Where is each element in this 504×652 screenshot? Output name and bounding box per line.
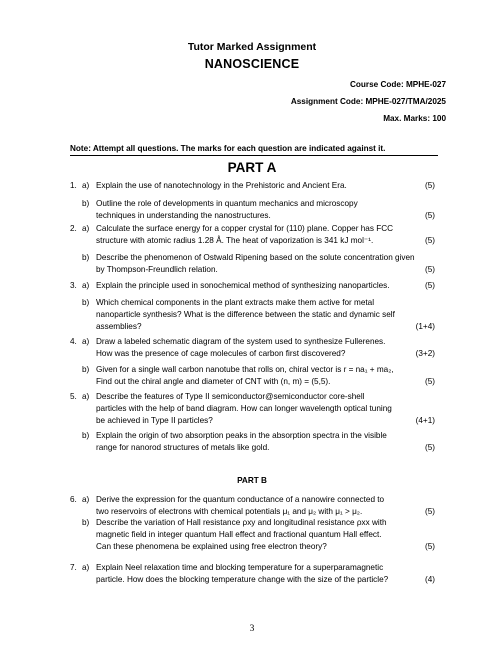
subquestion-label: a) <box>82 563 90 572</box>
subquestion-label: a) <box>82 181 90 190</box>
subquestion-label: a) <box>82 337 90 346</box>
max-marks: Max. Marks: 100 <box>383 114 446 123</box>
question-line: Which chemical components in the plant extracts make them active for metal <box>96 298 375 307</box>
question-line: Draw a labeled schematic diagram of the system used to synthesize Fullerenes. <box>96 337 386 346</box>
question-line: Explain the origin of two absorption peaks in the absorption spectra in the visible <box>96 431 387 440</box>
question-line: by Thompson-Freundlich relation. <box>96 265 218 274</box>
question-number: 6. <box>70 495 77 504</box>
subquestion-label: a) <box>82 281 90 290</box>
question-text <box>96 494 416 518</box>
assignment-code: Assignment Code: MPHE-027/TMA/2025 <box>290 97 446 106</box>
question-number: 4. <box>70 337 77 346</box>
subquestion-label: a) <box>82 224 90 233</box>
question-line: Explain the use of nanotechnology in the Prehistoric and Ancient Era. <box>96 181 347 190</box>
question-text <box>96 430 416 454</box>
question-marks: (4+1) <box>415 416 435 425</box>
question-marks: (5) <box>424 377 435 386</box>
subquestion-label: b) <box>82 298 90 307</box>
subquestion-label: b) <box>82 365 90 374</box>
question-line: Describe the variation of Hall resistance ρxy and longitudinal resistance ρxx with <box>96 518 387 527</box>
subquestion-label: b) <box>82 518 90 527</box>
subquestion-label: b) <box>82 253 90 262</box>
question-number: 2. <box>70 224 77 233</box>
subquestion-label: b) <box>82 199 90 208</box>
question-text <box>96 252 416 276</box>
question-number: 1. <box>70 181 77 190</box>
question-number: 7. <box>70 563 77 572</box>
question-line: Can these phenomena be explained using free electron theory? <box>96 542 327 551</box>
question-marks: (5) <box>424 507 435 516</box>
question-marks: (5) <box>424 281 435 290</box>
part-b-heading: PART B <box>237 476 267 485</box>
question-line: Outline the role of developments in quantum mechanics and microscopy <box>96 199 358 208</box>
question-marks: (5) <box>424 542 435 551</box>
question-line: two reservoirs of electrons with chemical potentials μ₁ and μ₂ with μ₁ > μ₂. <box>96 507 363 516</box>
question-line: structure with atomic radius 1.28 Å. The heat of vaporization is 341 kJ mol⁻¹. <box>96 236 374 245</box>
question-text <box>96 198 416 222</box>
instructions-note: Note: Attempt all questions. The marks for each question are indicated against it. <box>70 144 386 153</box>
question-line: techniques in understanding the nanostructures. <box>96 211 271 220</box>
question-line: How was the presence of cage molecules of carbon first discovered? <box>96 349 346 358</box>
question-text <box>96 364 416 388</box>
question-marks: (5) <box>424 265 435 274</box>
subquestion-label: a) <box>82 392 90 401</box>
question-line: magnetic field in integer quantum Hall effect and fractional quantum Hall effect. <box>96 530 382 539</box>
question-text <box>96 336 416 360</box>
question-line: particles with the help of band diagram. How can longer wavelength optical tuning <box>96 404 392 413</box>
question-line: Explain the principle used in sonochemical method of synthesizing nanoparticles. <box>96 281 390 290</box>
subject-title: NANOSCIENCE <box>204 57 300 71</box>
question-line: assemblies? <box>96 322 142 331</box>
question-number: 3. <box>70 281 77 290</box>
question-number: 5. <box>70 392 77 401</box>
question-marks: (5) <box>424 443 435 452</box>
question-line: nanoparticle synthesis? What is the difference between the static and dynamic self <box>96 310 395 319</box>
question-line: Derive the expression for the quantum conductance of a nanowire connected to <box>96 495 385 504</box>
question-text <box>96 223 416 247</box>
question-text <box>96 391 416 427</box>
question-line: range for nanorod structures of metals like gold. <box>96 443 270 452</box>
question-text <box>96 562 416 586</box>
question-line: Calculate the surface energy for a copper crystal for (110) plane. Copper has FCC <box>96 224 394 233</box>
question-line: Explain Neel relaxation time and blocking temperature for a superparamagnetic <box>96 563 384 572</box>
course-code: Course Code: MPHE-027 <box>350 80 446 89</box>
assignment-title: Tutor Marked Assignment <box>187 41 317 53</box>
question-marks: (5) <box>424 236 435 245</box>
question-marks: (5) <box>424 211 435 220</box>
page-number: 3 <box>249 624 255 634</box>
question-line: Describe the phenomenon of Ostwald Ripening based on the solute concentration given <box>96 253 415 262</box>
part-a-heading: PART A <box>227 160 277 175</box>
question-line: Given for a single wall carbon nanotube that rolls on, chiral vector is r = na₁ + ma₂, <box>96 365 394 374</box>
question-marks: (1+4) <box>415 322 435 331</box>
question-marks: (3+2) <box>415 349 435 358</box>
question-marks: (5) <box>424 181 435 190</box>
question-line: Find out the chiral angle and diameter of CNT with (n, m) = (5,5). <box>96 377 331 386</box>
question-text <box>96 280 416 292</box>
note-underline <box>70 155 438 156</box>
question-line: be achieved in Type II particles? <box>96 416 213 425</box>
subquestion-label: b) <box>82 431 90 440</box>
question-line: particle. How does the blocking temperature change with the size of the particle? <box>96 575 389 584</box>
subquestion-label: a) <box>82 495 90 504</box>
question-text <box>96 517 416 553</box>
question-line: Describe the features of Type II semiconductor@semiconductor core-shell <box>96 392 365 401</box>
question-text <box>96 180 416 192</box>
question-text <box>96 297 416 333</box>
question-marks: (4) <box>424 575 435 584</box>
